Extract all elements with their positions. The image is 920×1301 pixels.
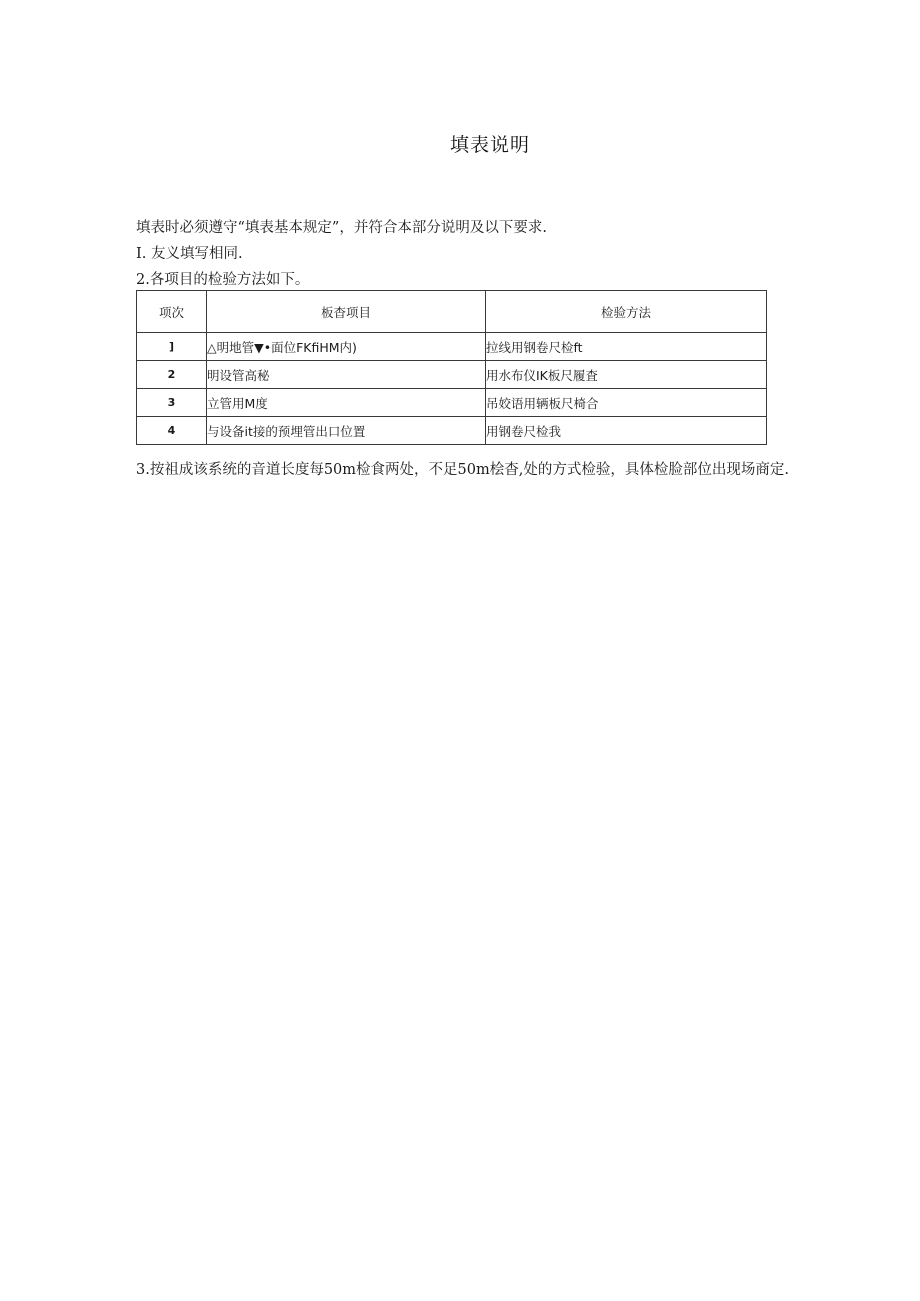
- row-inspection-method: 用钢卷尺检我: [486, 417, 767, 445]
- requirement-2: 2.各项目的检验方法如下。: [136, 272, 310, 288]
- header-item-number: 项次: [137, 291, 207, 333]
- row-inspection-method: 拉线用钢卷尺检ft: [486, 333, 767, 361]
- inspection-method-table: [136, 290, 767, 445]
- row-number: 4: [137, 417, 207, 445]
- row-number: ]: [137, 333, 207, 361]
- header-inspection-method: 检验方法: [486, 291, 767, 333]
- table-row: [137, 389, 767, 417]
- row-inspection-item: 立管用M度: [207, 389, 486, 417]
- table-row: [137, 417, 767, 445]
- row-inspection-item: 明设管高秘: [207, 361, 486, 389]
- table-row: [137, 333, 767, 361]
- table-header-row: [137, 291, 767, 333]
- header-inspection-item: 板杳项目: [207, 291, 486, 333]
- row-number: 2: [137, 361, 207, 389]
- row-inspection-item: △明地管▼•面位FKfiHM内): [207, 333, 486, 361]
- row-inspection-method: 吊姣语用辆板尺椅合: [486, 389, 767, 417]
- row-inspection-method: 用水布仪IK板尺履査: [486, 361, 767, 389]
- row-number: 3: [137, 389, 207, 417]
- requirement-1: I. 友义填写相同.: [136, 246, 243, 262]
- intro-paragraph: 填表时必须遵守“填表基本规定”，并符合本部分说明及以下要求.: [136, 220, 547, 236]
- page-title: 填表说明: [449, 134, 530, 156]
- table-row: [137, 361, 767, 389]
- row-inspection-item: 与设备it接的预埋管出口位置: [207, 417, 486, 445]
- requirement-3: 3.按祖成该系统的音道长度每50m检食两处，不足50m桧杳,处的方式检验，具体检脸部位出现场商定.: [136, 462, 789, 478]
